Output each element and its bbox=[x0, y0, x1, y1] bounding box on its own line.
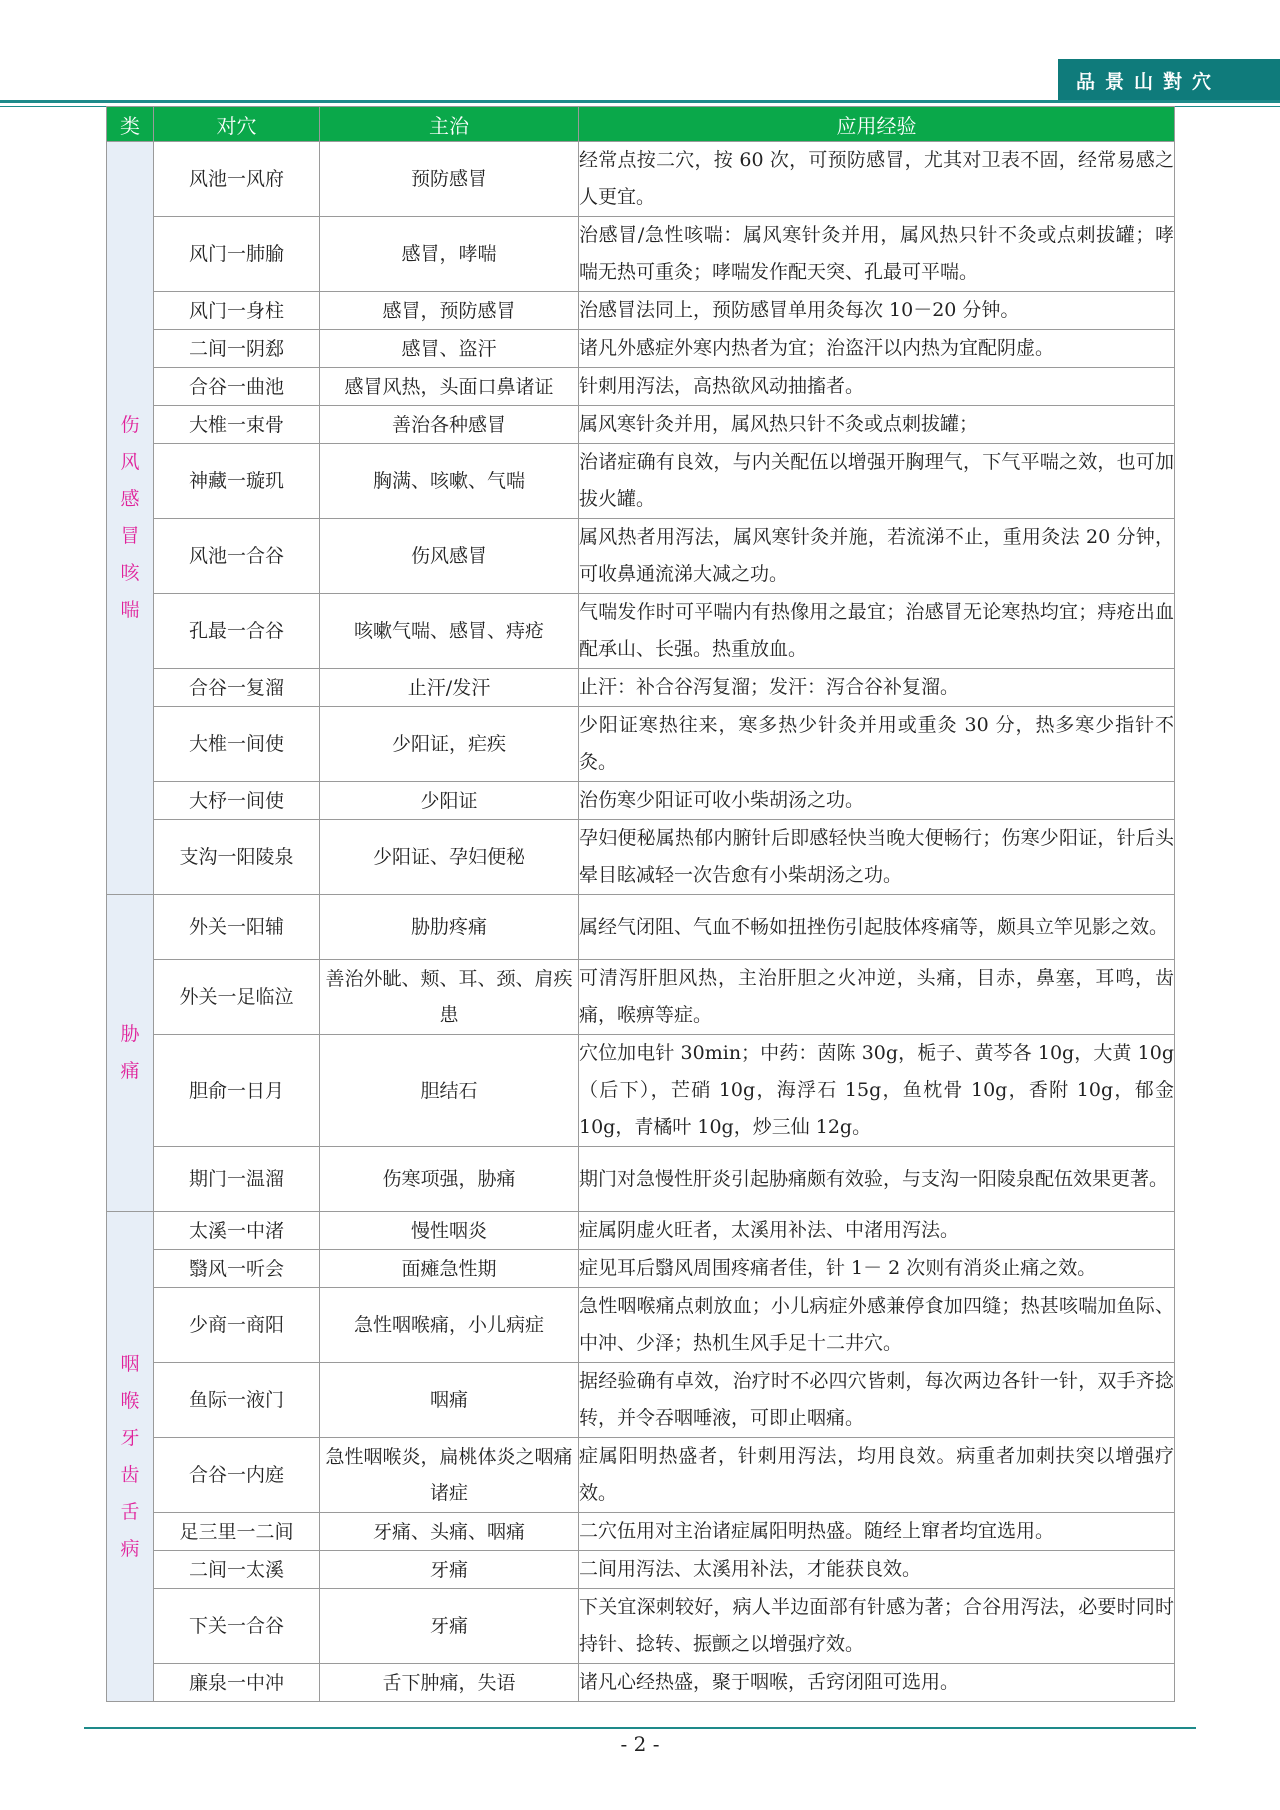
experience-cell: 下关宜深刺较好，病人半边面部有针感为著；合谷用泻法，必要时同时持针、捻转、振颤之以增强疗效。 bbox=[579, 1589, 1175, 1664]
experience-cell: 症见耳后翳风周围疼痛者佳，针 1－ 2 次则有消炎止痛之效。 bbox=[579, 1250, 1175, 1288]
indication-cell: 止汗/发汗 bbox=[320, 669, 579, 707]
experience-cell: 属经气闭阻、气血不畅如扭挫伤引起肢体疼痛等，颇具立竿见影之效。 bbox=[579, 895, 1175, 960]
table-row bbox=[107, 820, 1175, 895]
indication-cell: 伤风感冒 bbox=[320, 519, 579, 594]
pair-cell: 大椎一束骨 bbox=[154, 406, 320, 444]
indication-cell: 舌下肿痛，失语 bbox=[320, 1664, 579, 1702]
indication-cell: 胁肋疼痛 bbox=[320, 895, 579, 960]
experience-cell: 治感冒法同上，预防感冒单用灸每次 10－20 分钟。 bbox=[579, 292, 1175, 330]
pair-cell: 合谷一复溜 bbox=[154, 669, 320, 707]
brand-title: 品景山對穴 bbox=[1076, 70, 1222, 93]
table-row bbox=[107, 782, 1175, 820]
table-row bbox=[107, 1250, 1175, 1288]
pair-cell: 二间一阴郄 bbox=[154, 330, 320, 368]
pair-cell: 廉泉一中冲 bbox=[154, 1664, 320, 1702]
table-row bbox=[107, 217, 1175, 292]
indication-cell: 牙痛 bbox=[320, 1551, 579, 1589]
experience-cell: 据经验确有卓效，治疗时不必四穴皆刺，每次两边各针一针，双手齐捻转，并令吞咽唾液，可即止咽痛。 bbox=[579, 1363, 1175, 1438]
indication-cell: 面瘫急性期 bbox=[320, 1250, 579, 1288]
header-pair: 对穴 bbox=[154, 107, 320, 142]
table-body bbox=[107, 142, 1175, 1702]
brand-tab bbox=[1058, 59, 1280, 101]
pair-cell: 支沟一阳陵泉 bbox=[154, 820, 320, 895]
experience-cell: 二穴伍用对主治诸症属阳明热盛。随经上窜者均宜选用。 bbox=[579, 1513, 1175, 1551]
table-row bbox=[107, 895, 1175, 960]
pair-cell: 风池一合谷 bbox=[154, 519, 320, 594]
footer-rule bbox=[84, 1727, 1196, 1729]
experience-cell: 属风热者用泻法，属风寒针灸并施，若流涕不止，重用灸法 20 分钟，可收鼻通流涕大减之功。 bbox=[579, 519, 1175, 594]
experience-cell: 气喘发作时可平喘内有热像用之最宜；治感冒无论寒热均宜；痔疮出血配承山、长强。热重放血。 bbox=[579, 594, 1175, 669]
table-header-row bbox=[107, 107, 1175, 142]
table-row bbox=[107, 1438, 1175, 1513]
indication-cell: 感冒风热，头面口鼻诸证 bbox=[320, 368, 579, 406]
indication-cell: 少阳证、孕妇便秘 bbox=[320, 820, 579, 895]
indication-cell: 感冒，哮喘 bbox=[320, 217, 579, 292]
header-indication: 主治 bbox=[320, 107, 579, 142]
category-label: 咽喉牙齿舌病 bbox=[120, 1352, 140, 1560]
pair-cell: 期门一温溜 bbox=[154, 1147, 320, 1212]
pair-cell: 二间一太溪 bbox=[154, 1551, 320, 1589]
experience-cell: 期门对急慢性肝炎引起胁痛颇有效验，与支沟一阳陵泉配伍效果更著。 bbox=[579, 1147, 1175, 1212]
experience-cell: 属风寒针灸并用，属风热只针不灸或点刺拔罐； bbox=[579, 406, 1175, 444]
table-row bbox=[107, 1664, 1175, 1702]
indication-cell: 急性咽喉炎，扁桃体炎之咽痛诸症 bbox=[320, 1438, 579, 1513]
table-row bbox=[107, 1513, 1175, 1551]
page-number: - 2 - bbox=[620, 1732, 660, 1756]
pair-cell: 太溪一中渚 bbox=[154, 1212, 320, 1250]
indication-cell: 预防感冒 bbox=[320, 142, 579, 217]
indication-cell: 感冒、盗汗 bbox=[320, 330, 579, 368]
category-cell bbox=[107, 1212, 154, 1702]
indication-cell: 牙痛、头痛、咽痛 bbox=[320, 1513, 579, 1551]
acupoint-pairs-table bbox=[106, 106, 1175, 1702]
table-row bbox=[107, 707, 1175, 782]
indication-cell: 急性咽喉痛，小儿病症 bbox=[320, 1288, 579, 1363]
pair-cell: 少商一商阳 bbox=[154, 1288, 320, 1363]
experience-cell: 治伤寒少阳证可收小柴胡汤之功。 bbox=[579, 782, 1175, 820]
table-row bbox=[107, 669, 1175, 707]
indication-cell: 牙痛 bbox=[320, 1589, 579, 1664]
indication-cell: 少阳证，疟疾 bbox=[320, 707, 579, 782]
pair-cell: 大杼一间使 bbox=[154, 782, 320, 820]
indication-cell: 善治外眦、颊、耳、颈、肩疾患 bbox=[320, 960, 579, 1035]
table-row bbox=[107, 444, 1175, 519]
pair-cell: 合谷一曲池 bbox=[154, 368, 320, 406]
experience-cell: 止汗：补合谷泻复溜；发汗：泻合谷补复溜。 bbox=[579, 669, 1175, 707]
experience-cell: 二间用泻法、太溪用补法，才能获良效。 bbox=[579, 1551, 1175, 1589]
pair-cell: 大椎一间使 bbox=[154, 707, 320, 782]
pair-cell: 孔最一合谷 bbox=[154, 594, 320, 669]
experience-cell: 急性咽喉痛点刺放血；小儿病症外感兼停食加四缝；热甚咳喘加鱼际、中冲、少泽；热机生风手足十二井穴。 bbox=[579, 1288, 1175, 1363]
indication-cell: 咽痛 bbox=[320, 1363, 579, 1438]
pair-cell: 合谷一内庭 bbox=[154, 1438, 320, 1513]
pair-cell: 风门一肺腧 bbox=[154, 217, 320, 292]
table-row bbox=[107, 330, 1175, 368]
indication-cell: 感冒，预防感冒 bbox=[320, 292, 579, 330]
category-cell bbox=[107, 895, 154, 1212]
experience-cell: 症属阴虚火旺者，太溪用补法、中渚用泻法。 bbox=[579, 1212, 1175, 1250]
experience-cell: 经常点按二穴，按 60 次，可预防感冒，尤其对卫表不固，经常易感之人更宜。 bbox=[579, 142, 1175, 217]
indication-cell: 善治各种感冒 bbox=[320, 406, 579, 444]
experience-cell: 少阳证寒热往来，寒多热少针灸并用或重灸 30 分，热多寒少指针不灸。 bbox=[579, 707, 1175, 782]
indication-cell: 胆结石 bbox=[320, 1035, 579, 1147]
indication-cell: 少阳证 bbox=[320, 782, 579, 820]
indication-cell: 胸满、咳嗽、气喘 bbox=[320, 444, 579, 519]
indication-cell: 咳嗽气喘、感冒、痔疮 bbox=[320, 594, 579, 669]
header-rule bbox=[0, 100, 1280, 103]
pair-cell: 下关一合谷 bbox=[154, 1589, 320, 1664]
experience-cell: 针刺用泻法，高热欲风动抽搐者。 bbox=[579, 368, 1175, 406]
category-label: 胁痛 bbox=[120, 1023, 140, 1082]
table-row bbox=[107, 1288, 1175, 1363]
table-row bbox=[107, 519, 1175, 594]
pair-cell: 胆俞一日月 bbox=[154, 1035, 320, 1147]
table-row bbox=[107, 406, 1175, 444]
pair-cell: 外关一阳辅 bbox=[154, 895, 320, 960]
experience-cell: 穴位加电针 30min；中药：茵陈 30g，栀子、黄芩各 10g，大黄 10g（后下），芒硝 10g，海浮石 15g，鱼枕骨 10g，香附 10g，郁金 10g，青橘叶 10g，炒三仙 12g。 bbox=[579, 1035, 1175, 1147]
table-row bbox=[107, 960, 1175, 1035]
table-row bbox=[107, 1363, 1175, 1438]
pair-cell: 风池一风府 bbox=[154, 142, 320, 217]
table-row bbox=[107, 594, 1175, 669]
pair-cell: 翳风一听会 bbox=[154, 1250, 320, 1288]
category-cell bbox=[107, 142, 154, 895]
pair-cell: 神藏一璇玑 bbox=[154, 444, 320, 519]
pair-cell: 鱼际一液门 bbox=[154, 1363, 320, 1438]
category-label: 伤风感冒咳喘 bbox=[120, 414, 140, 621]
table-row bbox=[107, 1147, 1175, 1212]
pair-cell: 风门一身柱 bbox=[154, 292, 320, 330]
pair-cell: 足三里一二间 bbox=[154, 1513, 320, 1551]
indication-cell: 伤寒项强，胁痛 bbox=[320, 1147, 579, 1212]
table-row bbox=[107, 1589, 1175, 1664]
pair-cell: 外关一足临泣 bbox=[154, 960, 320, 1035]
table-row bbox=[107, 142, 1175, 217]
table-row bbox=[107, 1212, 1175, 1250]
experience-cell: 诸凡外感症外寒内热者为宜；治盗汗以内热为宜配阴虚。 bbox=[579, 330, 1175, 368]
experience-cell: 治诸症确有良效，与内关配伍以增强开胸理气，下气平喘之效，也可加拔火罐。 bbox=[579, 444, 1175, 519]
header-category: 类 bbox=[107, 107, 154, 142]
experience-cell: 孕妇便秘属热郁内腑针后即感轻快当晚大便畅行；伤寒少阳证，针后头晕目眩减轻一次告愈有小柴胡汤之功。 bbox=[579, 820, 1175, 895]
experience-cell: 诸凡心经热盛，聚于咽喉，舌窍闭阻可选用。 bbox=[579, 1664, 1175, 1702]
experience-cell: 症属阳明热盛者，针刺用泻法，均用良效。病重者加刺扶突以增强疗效。 bbox=[579, 1438, 1175, 1513]
experience-cell: 治感冒/急性咳喘：属风寒针灸并用，属风热只针不灸或点刺拔罐；哮喘无热可重灸；哮喘发作配天突、孔最可平喘。 bbox=[579, 217, 1175, 292]
header-experience: 应用经验 bbox=[579, 107, 1175, 142]
table-row bbox=[107, 1035, 1175, 1147]
experience-cell: 可清泻肝胆风热，主治肝胆之火冲逆，头痛，目赤，鼻塞，耳鸣，齿痛，喉痹等症。 bbox=[579, 960, 1175, 1035]
indication-cell: 慢性咽炎 bbox=[320, 1212, 579, 1250]
table-row bbox=[107, 292, 1175, 330]
table-row bbox=[107, 1551, 1175, 1589]
table-row bbox=[107, 368, 1175, 406]
